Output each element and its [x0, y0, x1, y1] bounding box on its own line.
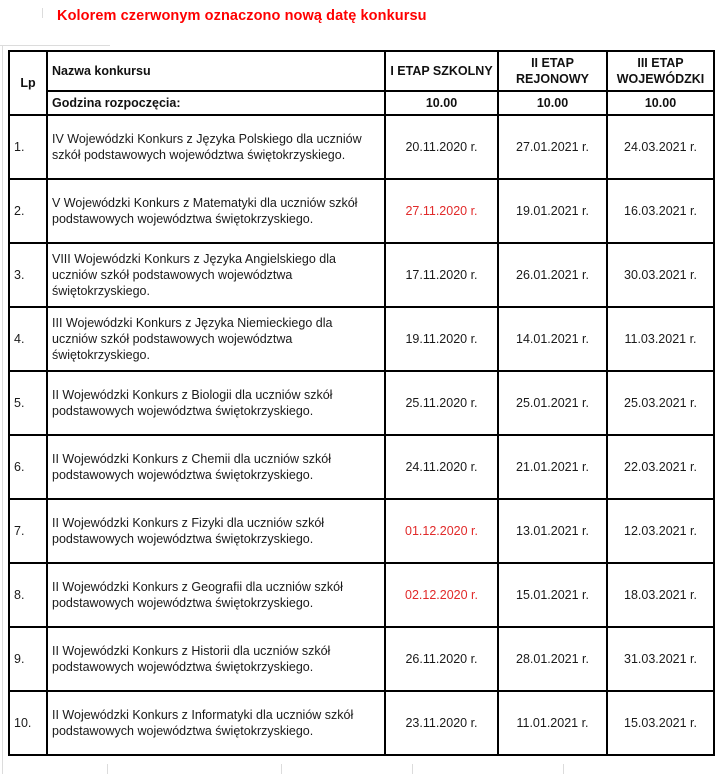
row-number: 9.	[9, 627, 47, 691]
table-row	[9, 179, 714, 243]
stage2-date: 14.01.2021 r.	[498, 307, 607, 371]
table-row	[9, 691, 714, 755]
table-row	[9, 307, 714, 371]
header-lp: Lp	[9, 51, 47, 115]
stage3-date: 30.03.2021 r.	[607, 243, 714, 307]
stage2-date: 13.01.2021 r.	[498, 499, 607, 563]
row-number: 10.	[9, 691, 47, 755]
stage1-date: 02.12.2020 r.	[385, 563, 498, 627]
gridline	[107, 764, 108, 774]
stage2-date: 26.01.2021 r.	[498, 243, 607, 307]
stage3-date: 25.03.2021 r.	[607, 371, 714, 435]
stage3-date: 18.03.2021 r.	[607, 563, 714, 627]
stage3-date: 11.03.2021 r.	[607, 307, 714, 371]
start-time-stage3: 10.00	[607, 91, 714, 115]
stage1-date: 01.12.2020 r.	[385, 499, 498, 563]
gridline	[281, 764, 282, 774]
competition-schedule-table	[8, 50, 715, 756]
row-number: 2.	[9, 179, 47, 243]
competition-name: II Wojewódzki Konkurs z Fizyki dla uczniów szkół podstawowych województwa świętokrzyskiego.	[47, 499, 385, 563]
stage1-date: 19.11.2020 r.	[385, 307, 498, 371]
stage1-date: 17.11.2020 r.	[385, 243, 498, 307]
gridline	[42, 8, 43, 18]
start-time-stage1: 10.00	[385, 91, 498, 115]
stage1-date: 20.11.2020 r.	[385, 115, 498, 179]
competition-name: II Wojewódzki Konkurs z Chemii dla uczniów szkół podstawowych województwa świętokrzyskiego.	[47, 435, 385, 499]
row-number: 7.	[9, 499, 47, 563]
table-row	[9, 115, 714, 179]
competition-name: II Wojewódzki Konkurs z Geografii dla uczniów szkół podstawowych województwa świętokrzyskiego.	[47, 563, 385, 627]
stage3-date: 16.03.2021 r.	[607, 179, 714, 243]
stage2-date: 28.01.2021 r.	[498, 627, 607, 691]
competition-name: II Wojewódzki Konkurs z Biologii dla uczniów szkół podstawowych województwa świętokrzyskiego.	[47, 371, 385, 435]
row-number: 3.	[9, 243, 47, 307]
stage2-date: 19.01.2021 r.	[498, 179, 607, 243]
header-stage3-voivodeship: III ETAP WOJEWÓDZKI	[607, 51, 714, 91]
stage3-date: 31.03.2021 r.	[607, 627, 714, 691]
gridline	[2, 45, 3, 774]
stage3-date: 22.03.2021 r.	[607, 435, 714, 499]
header-start-time-label: Godzina rozpoczęcia:	[47, 91, 385, 115]
stage2-date: 11.01.2021 r.	[498, 691, 607, 755]
gridline	[0, 45, 110, 46]
start-time-stage2: 10.00	[498, 91, 607, 115]
row-number: 5.	[9, 371, 47, 435]
gridline	[412, 764, 413, 774]
competition-name: III Wojewódzki Konkurs z Języka Niemieckiego dla uczniów szkół podstawowych województwa świętokrzyskiego.	[47, 307, 385, 371]
header-row-start-time	[9, 91, 714, 115]
stage2-date: 21.01.2021 r.	[498, 435, 607, 499]
stage3-date: 15.03.2021 r.	[607, 691, 714, 755]
competition-name: IV Wojewódzki Konkurs z Języka Polskiego dla uczniów szkół podstawowych województwa świętokrzyskiego.	[47, 115, 385, 179]
table-row	[9, 243, 714, 307]
table-row	[9, 499, 714, 563]
row-number: 1.	[9, 115, 47, 179]
stage2-date: 27.01.2021 r.	[498, 115, 607, 179]
table-row	[9, 563, 714, 627]
stage1-date: 24.11.2020 r.	[385, 435, 498, 499]
competition-name: VIII Wojewódzki Konkurs z Języka Angielskiego dla uczniów szkół podstawowych województwa świętokrzyskiego.	[47, 243, 385, 307]
stage2-date: 15.01.2021 r.	[498, 563, 607, 627]
row-number: 4.	[9, 307, 47, 371]
stage1-date: 25.11.2020 r.	[385, 371, 498, 435]
stage1-date: 27.11.2020 r.	[385, 179, 498, 243]
header-competition-name: Nazwa konkursu	[47, 51, 385, 91]
stage2-date: 25.01.2021 r.	[498, 371, 607, 435]
stage1-date: 26.11.2020 r.	[385, 627, 498, 691]
header-row-stages	[9, 51, 714, 91]
row-number: 8.	[9, 563, 47, 627]
stage3-date: 24.03.2021 r.	[607, 115, 714, 179]
competition-name: II Wojewódzki Konkurs z Informatyki dla uczniów szkół podstawowych województwa świętokrzyskiego.	[47, 691, 385, 755]
gridline	[563, 764, 564, 774]
header-stage2-regional: II ETAP REJONOWY	[498, 51, 607, 91]
competition-name: II Wojewódzki Konkurs z Historii dla uczniów szkół podstawowych województwa świętokrzyskiego.	[47, 627, 385, 691]
competition-name: V Wojewódzki Konkurs z Matematyki dla uczniów szkół podstawowych województwa świętokrzyskiego.	[47, 179, 385, 243]
header-stage1-school: I ETAP SZKOLNY	[385, 51, 498, 91]
red-date-legend-note: Kolorem czerwonym oznaczono nową datę konkursu	[57, 8, 427, 24]
stage1-date: 23.11.2020 r.	[385, 691, 498, 755]
table-row	[9, 435, 714, 499]
table-row	[9, 627, 714, 691]
table-row	[9, 371, 714, 435]
row-number: 6.	[9, 435, 47, 499]
stage3-date: 12.03.2021 r.	[607, 499, 714, 563]
